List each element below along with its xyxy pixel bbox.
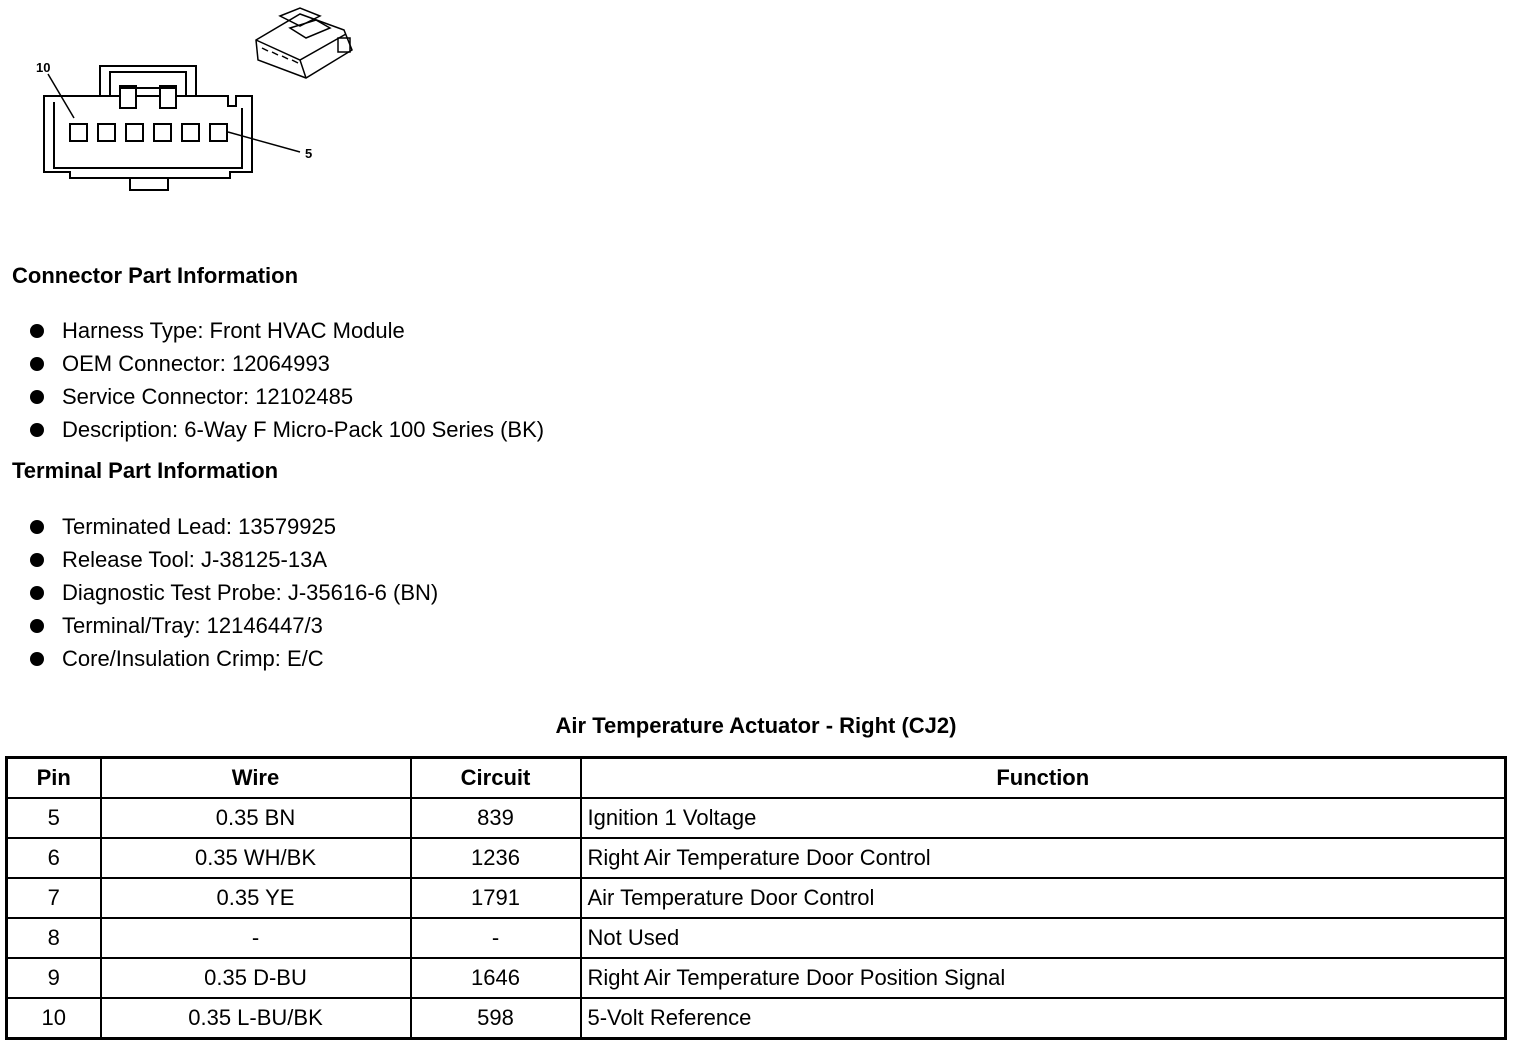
bullet-icon (30, 520, 44, 534)
list-item-text: Release Tool: J-38125-13A (62, 547, 327, 572)
terminal-info-list (28, 510, 438, 675)
cell-function: Air Temperature Door Control (581, 878, 1506, 918)
cell-circuit: 1646 (411, 958, 581, 998)
cell-circuit: 839 (411, 798, 581, 838)
bullet-icon (30, 586, 44, 600)
terminal-info-heading: Terminal Part Information (12, 458, 279, 483)
list-item-text: OEM Connector: 12064993 (62, 351, 330, 376)
cell-wire: 0.35 WH/BK (101, 838, 411, 878)
pin-label-5: 5 (305, 146, 313, 161)
list-item (28, 543, 438, 576)
table-row (7, 878, 1506, 918)
cell-function: Ignition 1 Voltage (581, 798, 1506, 838)
pinout-table-title: Air Temperature Actuator - Right (CJ2) (555, 713, 957, 738)
column-header-circuit: Circuit (411, 758, 581, 799)
bullet-icon (30, 357, 44, 371)
list-item-text: Description: 6-Way F Micro-Pack 100 Series (BK) (62, 417, 545, 442)
column-header-pin: Pin (7, 758, 101, 799)
pinout-table (5, 756, 1507, 1040)
list-item-text: Diagnostic Test Probe: J-35616-6 (BN) (62, 580, 439, 605)
cell-circuit: 1236 (411, 838, 581, 878)
bullet-icon (30, 652, 44, 666)
column-header-wire: Wire (101, 758, 411, 799)
list-item (28, 413, 544, 446)
cell-function: Right Air Temperature Door Position Signal (581, 958, 1506, 998)
connector-info-heading: Connector Part Information (12, 263, 299, 288)
cell-pin: 7 (7, 878, 101, 918)
connector-diagram (0, 0, 380, 210)
bullet-icon (30, 324, 44, 338)
list-item (28, 576, 438, 609)
bullet-icon (30, 423, 44, 437)
cell-circuit: 598 (411, 998, 581, 1039)
connector-isometric-thumbnail (256, 8, 352, 78)
cell-wire: - (101, 918, 411, 958)
list-item-text: Terminal/Tray: 12146447/3 (62, 613, 323, 638)
cell-circuit: 1791 (411, 878, 581, 918)
cell-function: Right Air Temperature Door Control (581, 838, 1506, 878)
connector-face (44, 66, 300, 190)
cell-wire: 0.35 D-BU (101, 958, 411, 998)
bullet-icon (30, 553, 44, 567)
cell-function: Not Used (581, 918, 1506, 958)
list-item (28, 347, 544, 380)
cell-pin: 9 (7, 958, 101, 998)
cell-function: 5-Volt Reference (581, 998, 1506, 1039)
list-item (28, 642, 438, 675)
cell-wire: 0.35 YE (101, 878, 411, 918)
cell-circuit: - (411, 918, 581, 958)
cell-wire: 0.35 L-BU/BK (101, 998, 411, 1039)
column-header-function: Function (581, 758, 1506, 799)
table-header-row (7, 758, 1506, 799)
list-item-text: Service Connector: 12102485 (62, 384, 354, 409)
bullet-icon (30, 619, 44, 633)
list-item (28, 314, 544, 347)
connector-info-list (28, 314, 544, 446)
pin-label-10: 10 (36, 60, 51, 75)
cell-pin: 10 (7, 998, 101, 1039)
list-item-text: Core/Insulation Crimp: E/C (62, 646, 324, 671)
list-item-text: Terminated Lead: 13579925 (62, 514, 336, 539)
list-item-text: Harness Type: Front HVAC Module (62, 318, 405, 343)
list-item (28, 609, 438, 642)
table-row (7, 998, 1506, 1039)
table-row (7, 918, 1506, 958)
cell-pin: 8 (7, 918, 101, 958)
bullet-icon (30, 390, 44, 404)
table-row (7, 798, 1506, 838)
cell-pin: 5 (7, 798, 101, 838)
table-row (7, 958, 1506, 998)
list-item (28, 510, 438, 543)
list-item (28, 380, 544, 413)
cell-wire: 0.35 BN (101, 798, 411, 838)
table-row (7, 838, 1506, 878)
cell-pin: 6 (7, 838, 101, 878)
